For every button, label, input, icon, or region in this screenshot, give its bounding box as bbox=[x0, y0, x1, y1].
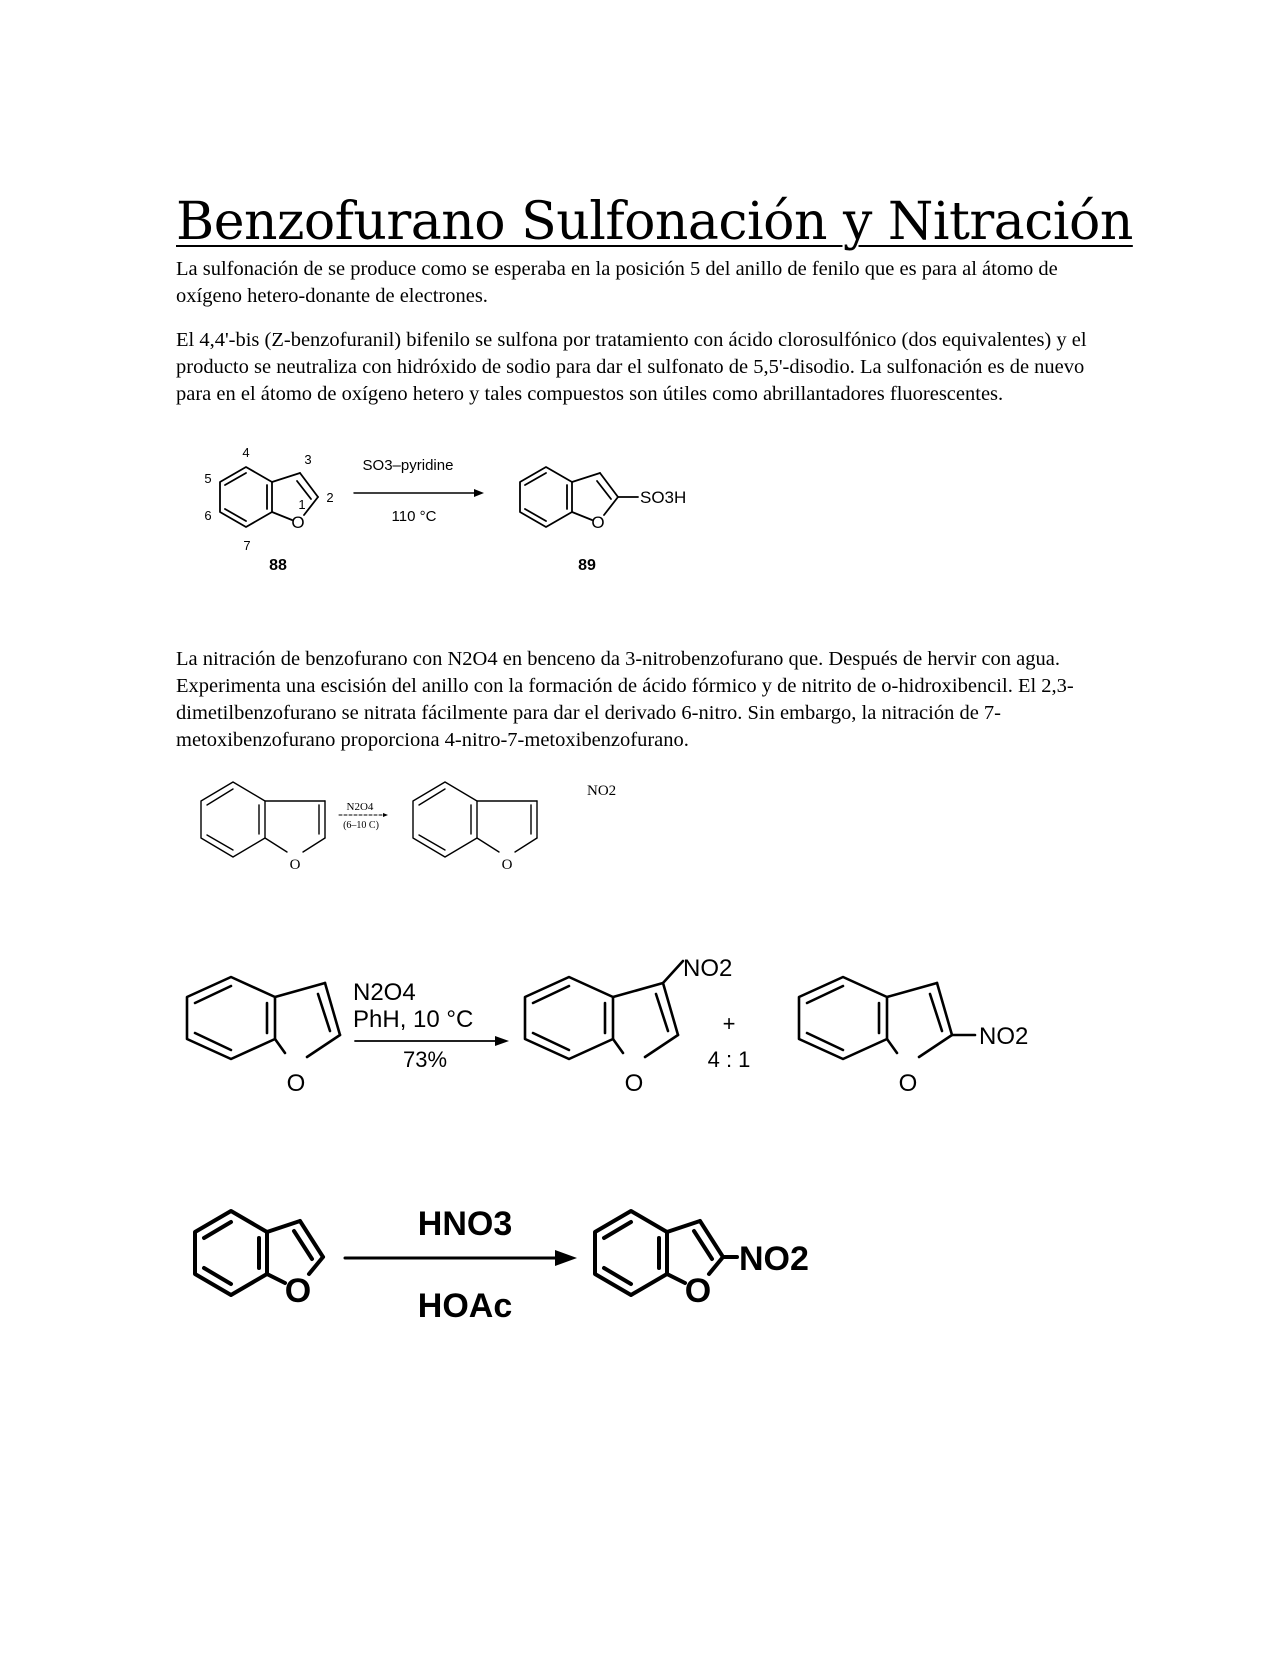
ring-oxygen-label-3-nitro: O bbox=[624, 1070, 644, 1097]
solvent-label: HOAc bbox=[417, 1287, 513, 1325]
scheme-nitration-hno3 bbox=[185, 1195, 885, 1345]
ring-oxygen-label-2-nitro: O bbox=[898, 1070, 918, 1097]
nitrobenzofuran-structure-right bbox=[413, 782, 537, 857]
condition-label: PhH, 10 °C bbox=[353, 1006, 474, 1033]
nitro-substituent-label-2: NO2 bbox=[979, 1023, 1029, 1050]
ring-oxygen-label-product: O bbox=[684, 1272, 712, 1310]
position-label-2: 2 bbox=[326, 490, 334, 505]
ring-oxygen-label-left: O bbox=[289, 857, 301, 873]
nitro-substituent-label: NO2 bbox=[587, 783, 617, 799]
plus-sign: + bbox=[722, 1011, 736, 1036]
compound-number-88: 88 bbox=[269, 557, 287, 574]
condition-label: (6–10 C) bbox=[343, 820, 379, 831]
position-label-6: 6 bbox=[204, 508, 212, 523]
reagent-label: SO3–pyridine bbox=[362, 457, 454, 474]
reaction-arrow-head bbox=[383, 813, 388, 817]
scheme-nitration-n2o4-small bbox=[195, 770, 655, 880]
reaction-arrow-head bbox=[474, 489, 484, 497]
2-nitrobenzofuran-structure bbox=[595, 1211, 737, 1295]
position-label-1: 1 bbox=[298, 497, 306, 512]
paragraph-nitration: La nitración de benzofurano con N2O4 en benceno da 3-nitrobenzofurano que. Después de hervir con agua. Experimenta una escisión del anillo con la formación de ácido fórmico y de nitrito de o-hidroxibencil. El 2,3-dimetilbenzofurano se nitrata fácilmente para dar el derivado 6-nitro. Sin embargo, la nitración de 7-metoxibenzofurano proporciona 4-nitro-7-metoxibenzofurano. bbox=[176, 648, 1074, 751]
nitro-substituent-label: NO2 bbox=[739, 1240, 809, 1278]
position-label-3: 3 bbox=[304, 452, 312, 467]
reaction-arrow-head bbox=[555, 1250, 577, 1266]
position-label-4: 4 bbox=[242, 445, 250, 460]
compound-number-89: 89 bbox=[578, 557, 596, 574]
scheme-nitration-n2o4-phh bbox=[175, 955, 1095, 1105]
reagent-label: N2O4 bbox=[346, 801, 374, 813]
ring-oxygen-label-88: O bbox=[291, 513, 305, 532]
reaction-arrow-head bbox=[495, 1036, 509, 1046]
product-ratio-label: 4 : 1 bbox=[707, 1047, 751, 1072]
reagent-label: N2O4 bbox=[353, 979, 416, 1006]
yield-label: 73% bbox=[402, 1047, 448, 1072]
nitro-substituent-label-3: NO2 bbox=[683, 955, 733, 982]
3-nitrobenzofuran-structure bbox=[525, 961, 683, 1059]
benzofuran-structure-start bbox=[187, 977, 340, 1059]
ring-oxygen-label-start: O bbox=[286, 1070, 306, 1097]
sulfonic-acid-substituent-label: SO3H bbox=[640, 488, 687, 507]
paragraph-sulfonation-intro: La sulfonación de se produce como se esperaba en la posición 5 del anillo de fenilo que es para al átomo de oxígeno hetero-donante de electrones. bbox=[176, 258, 1058, 307]
position-label-7: 7 bbox=[243, 538, 251, 553]
position-label-5: 5 bbox=[204, 471, 212, 486]
condition-label: 110 °C bbox=[391, 508, 437, 525]
benzofuran-structure-89 bbox=[520, 467, 638, 527]
ring-oxygen-label-89: O bbox=[591, 513, 605, 532]
scheme-sulfonation bbox=[190, 440, 750, 580]
2-nitrobenzofuran-structure bbox=[799, 977, 975, 1059]
paragraph-sulfonation-bis: El 4,4'-bis (Z-benzofuranil) bifenilo se sulfona por tratamiento con ácido clorosulfónico (dos equivalentes) y el producto se neutraliza con hidróxido de sodio para dar el sulfonato de 5,5'-disodio. La sulfonación es de nuevo para en el átomo de oxígeno hetero y tales compuestos son útiles como abrillantadores fluorescentes. bbox=[176, 329, 1087, 405]
ring-oxygen-label-right: O bbox=[501, 857, 513, 873]
ring-oxygen-label-start: O bbox=[284, 1272, 312, 1310]
benzofuran-structure-left bbox=[201, 782, 325, 857]
page-title: Benzofurano Sulfonación y Nitración bbox=[176, 192, 1133, 252]
reagent-label: HNO3 bbox=[417, 1205, 513, 1243]
